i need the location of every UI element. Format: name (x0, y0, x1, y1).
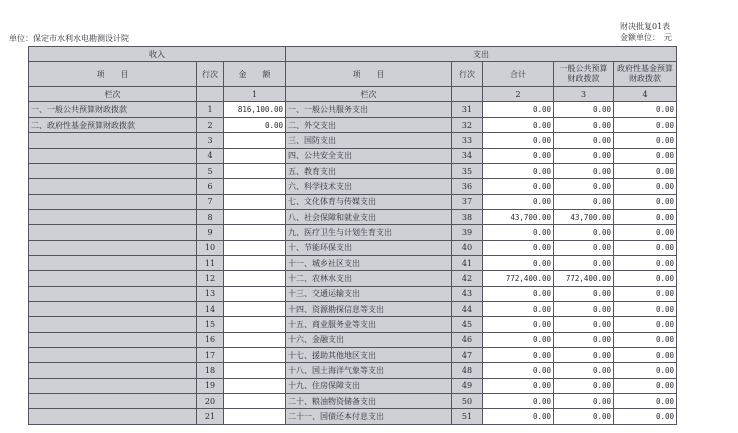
general-budget-cell: 43,700.00 (554, 209, 614, 224)
expense-total-cell: 0.00 (483, 240, 554, 255)
income-item-cell (29, 179, 197, 194)
table-row (29, 225, 677, 240)
expense-total-cell: 0.00 (483, 133, 554, 148)
general-budget-cell: 0.00 (554, 409, 614, 425)
income-rowno-cell: 11 (197, 255, 224, 270)
income-item-cell: 二、政府性基金预算财政拨款 (29, 117, 197, 132)
expense-rowno-cell: 46 (452, 332, 483, 347)
col-index-1: 1 (224, 87, 286, 102)
income-amount-cell (224, 363, 286, 378)
income-amount-cell (224, 148, 286, 163)
income-item-cell (29, 209, 197, 224)
expense-rowno-cell: 33 (452, 133, 483, 148)
general-budget-cell: 0.00 (554, 394, 614, 409)
table-row (29, 347, 677, 362)
income-amount-cell (224, 409, 286, 425)
expense-total-cell: 0.00 (483, 332, 554, 347)
table-row (29, 179, 677, 194)
expense-total-cell: 0.00 (483, 255, 554, 270)
table-row (29, 209, 677, 224)
expense-item-cell: 三、国防支出 (286, 133, 452, 148)
income-item-cell (29, 271, 197, 286)
expense-total-cell: 0.00 (483, 378, 554, 393)
expense-item-cell: 二十、粮油物资储备支出 (286, 394, 452, 409)
expense-rowno-cell: 34 (452, 148, 483, 163)
general-budget-cell: 0.00 (554, 163, 614, 178)
table-row (29, 117, 677, 132)
expense-total-cell: 0.00 (483, 409, 554, 425)
expense-rowno-cell: 45 (452, 317, 483, 332)
expense-item-cell: 十、节能环保支出 (286, 240, 452, 255)
income-rowno-cell: 19 (197, 378, 224, 393)
expense-item-cell: 十一、城乡社区支出 (286, 255, 452, 270)
amount-unit: 金额单位： 元 (620, 33, 672, 42)
income-amount-cell (224, 255, 286, 270)
gov-fund-cell: 0.00 (614, 378, 677, 393)
gov-fund-cell: 0.00 (614, 225, 677, 240)
table-row (29, 255, 677, 270)
income-amount-cell (224, 225, 286, 240)
expense-item-cell: 二十一、国债还本付息支出 (286, 409, 452, 425)
income-rowno-cell: 8 (197, 209, 224, 224)
income-rowno-cell: 20 (197, 394, 224, 409)
income-rowno-cell: 9 (197, 225, 224, 240)
income-item-header: 项 目 (29, 62, 197, 87)
expense-item-cell: 九、医疗卫生与计划生育支出 (286, 225, 452, 240)
general-budget-header: 一般公共预算财政拨款 (554, 62, 614, 87)
income-amount-cell (224, 347, 286, 362)
expense-item-cell: 十六、金融支出 (286, 332, 452, 347)
income-item-cell (29, 347, 197, 362)
table-row (29, 363, 677, 378)
general-budget-cell: 772,400.00 (554, 271, 614, 286)
income-rowno-cell: 2 (197, 117, 224, 132)
expense-total-cell: 0.00 (483, 148, 554, 163)
gov-fund-cell: 0.00 (614, 286, 677, 301)
gov-fund-cell: 0.00 (614, 317, 677, 332)
expense-item-cell: 十四、资源勘探信息等支出 (286, 301, 452, 316)
column-index-row (29, 87, 677, 102)
gov-fund-cell: 0.00 (614, 409, 677, 425)
income-rowno-cell: 10 (197, 240, 224, 255)
expense-rowno-cell: 49 (452, 378, 483, 393)
general-budget-cell: 0.00 (554, 301, 614, 316)
gov-fund-cell: 0.00 (614, 271, 677, 286)
expense-rowno-cell: 50 (452, 394, 483, 409)
table-row (29, 394, 677, 409)
expense-total-cell: 43,700.00 (483, 209, 554, 224)
general-budget-cell: 0.00 (554, 148, 614, 163)
income-amount-cell (224, 394, 286, 409)
expense-item-cell: 一、一般公共服务支出 (286, 102, 452, 117)
table-row (29, 102, 677, 117)
expense-rowno-cell: 37 (452, 194, 483, 209)
expense-rowno-cell: 41 (452, 255, 483, 270)
expense-item-cell: 八、社会保障和就业支出 (286, 209, 452, 224)
income-amount-cell (224, 194, 286, 209)
expense-item-header: 项 目 (286, 62, 452, 87)
expense-total-cell: 0.00 (483, 394, 554, 409)
col-index-empty-2 (452, 87, 483, 102)
expense-item-cell: 六、科学技术支出 (286, 179, 452, 194)
income-item-cell (29, 317, 197, 332)
expense-item-cell: 四、公共安全支出 (286, 148, 452, 163)
income-amount-cell: 816,100.00 (224, 102, 286, 117)
expense-total-cell: 0.00 (483, 194, 554, 209)
col-index-3: 3 (554, 87, 614, 102)
income-item-cell (29, 163, 197, 178)
gov-fund-cell: 0.00 (614, 347, 677, 362)
table-row (29, 317, 677, 332)
income-rowno-cell: 14 (197, 301, 224, 316)
income-amount-cell (224, 317, 286, 332)
expense-rowno-cell: 44 (452, 301, 483, 316)
income-item-cell (29, 194, 197, 209)
table-row (29, 163, 677, 178)
form-code: 财决批复01表 (620, 22, 671, 31)
gov-fund-cell: 0.00 (614, 163, 677, 178)
income-header: 收入 (29, 47, 286, 62)
gov-fund-cell: 0.00 (614, 332, 677, 347)
income-amount-cell (224, 286, 286, 301)
income-rowno-cell: 6 (197, 179, 224, 194)
income-item-cell (29, 225, 197, 240)
gov-fund-cell: 0.00 (614, 394, 677, 409)
expense-total-cell: 0.00 (483, 286, 554, 301)
expense-item-cell: 七、文化体育与传媒支出 (286, 194, 452, 209)
expense-rowno-cell: 48 (452, 363, 483, 378)
expense-total-cell: 0.00 (483, 117, 554, 132)
gov-fund-cell: 0.00 (614, 179, 677, 194)
table-row (29, 378, 677, 393)
general-budget-cell: 0.00 (554, 363, 614, 378)
income-rowno-cell: 1 (197, 102, 224, 117)
income-item-cell (29, 332, 197, 347)
income-item-cell: 一、一般公共预算财政拨款 (29, 102, 197, 117)
expense-item-cell: 十八、国土海洋气象等支出 (286, 363, 452, 378)
income-rowno-cell: 5 (197, 163, 224, 178)
expense-total-cell: 0.00 (483, 347, 554, 362)
income-amount-cell (224, 271, 286, 286)
expense-total-cell: 0.00 (483, 301, 554, 316)
gov-fund-cell: 0.00 (614, 148, 677, 163)
income-amount-cell (224, 209, 286, 224)
expense-total-cell: 0.00 (483, 179, 554, 194)
expense-total-cell: 0.00 (483, 163, 554, 178)
income-rowno-cell: 16 (197, 332, 224, 347)
income-item-cell (29, 363, 197, 378)
gov-fund-cell: 0.00 (614, 255, 677, 270)
gov-fund-cell: 0.00 (614, 209, 677, 224)
general-budget-cell: 0.00 (554, 225, 614, 240)
general-budget-cell: 0.00 (554, 133, 614, 148)
general-budget-cell: 0.00 (554, 102, 614, 117)
income-amount-header: 金 额 (224, 62, 286, 87)
expense-rowno-cell: 39 (452, 225, 483, 240)
table-row (29, 148, 677, 163)
expense-item-cell: 二、外交支出 (286, 117, 452, 132)
expense-rowno-cell: 51 (452, 409, 483, 425)
expense-total-cell: 0.00 (483, 102, 554, 117)
income-rowno-cell: 15 (197, 317, 224, 332)
gov-fund-header: 政府性基金预算财政拨款 (614, 62, 677, 87)
income-amount-cell (224, 301, 286, 316)
expense-item-cell: 十七、援助其他地区支出 (286, 347, 452, 362)
general-budget-cell: 0.00 (554, 179, 614, 194)
expense-rowno-cell: 43 (452, 286, 483, 301)
expense-rowno-cell: 31 (452, 102, 483, 117)
budget-table (28, 46, 677, 425)
expense-item-cell: 十二、农林水支出 (286, 271, 452, 286)
income-item-cell (29, 301, 197, 316)
gov-fund-cell: 0.00 (614, 363, 677, 378)
expense-rowno-header: 行次 (452, 62, 483, 87)
income-rowno-cell: 18 (197, 363, 224, 378)
general-budget-cell: 0.00 (554, 317, 614, 332)
income-rowno-cell: 13 (197, 286, 224, 301)
expense-total-cell: 0.00 (483, 363, 554, 378)
form-header-right (620, 21, 672, 43)
income-item-cell (29, 394, 197, 409)
expense-item-cell: 十三、交通运输支出 (286, 286, 452, 301)
col-index-4: 4 (614, 87, 677, 102)
gov-fund-cell: 0.00 (614, 117, 677, 132)
table-row (29, 301, 677, 316)
gov-fund-cell: 0.00 (614, 301, 677, 316)
income-rowno-cell: 12 (197, 271, 224, 286)
col-label-expense: 栏次 (286, 87, 452, 102)
expense-rowno-cell: 35 (452, 163, 483, 178)
income-rowno-cell: 4 (197, 148, 224, 163)
income-rowno-cell: 7 (197, 194, 224, 209)
table-row (29, 240, 677, 255)
expense-rowno-cell: 42 (452, 271, 483, 286)
expense-total-cell: 772,400.00 (483, 271, 554, 286)
income-amount-cell (224, 163, 286, 178)
income-item-cell (29, 148, 197, 163)
expense-item-cell: 五、教育支出 (286, 163, 452, 178)
income-rowno-cell: 17 (197, 347, 224, 362)
general-budget-cell: 0.00 (554, 194, 614, 209)
general-budget-cell: 0.00 (554, 332, 614, 347)
income-amount-cell (224, 133, 286, 148)
general-budget-cell: 0.00 (554, 255, 614, 270)
income-item-cell (29, 409, 197, 425)
income-rowno-cell: 3 (197, 133, 224, 148)
expense-item-cell: 十五、商业服务业等支出 (286, 317, 452, 332)
expense-total-cell: 0.00 (483, 317, 554, 332)
general-budget-cell: 0.00 (554, 117, 614, 132)
expense-rowno-cell: 47 (452, 347, 483, 362)
income-amount-cell (224, 378, 286, 393)
income-item-cell (29, 378, 197, 393)
expense-total-cell: 0.00 (483, 225, 554, 240)
income-item-cell (29, 286, 197, 301)
expense-total-header: 合计 (483, 62, 554, 87)
income-rowno-cell: 21 (197, 409, 224, 425)
income-rowno-header: 行次 (197, 62, 224, 87)
table-row (29, 133, 677, 148)
general-budget-cell: 0.00 (554, 347, 614, 362)
column-header-row (29, 62, 677, 87)
income-item-cell (29, 255, 197, 270)
gov-fund-cell: 0.00 (614, 102, 677, 117)
expense-rowno-cell: 36 (452, 179, 483, 194)
income-amount-cell: 0.00 (224, 117, 286, 132)
income-item-cell (29, 240, 197, 255)
income-amount-cell (224, 332, 286, 347)
col-label: 栏次 (29, 87, 197, 102)
general-budget-cell: 0.00 (554, 378, 614, 393)
income-amount-cell (224, 179, 286, 194)
income-amount-cell (224, 240, 286, 255)
gov-fund-cell: 0.00 (614, 133, 677, 148)
col-index-empty (197, 87, 224, 102)
table-row (29, 194, 677, 209)
col-index-2: 2 (483, 87, 554, 102)
expense-rowno-cell: 40 (452, 240, 483, 255)
gov-fund-cell: 0.00 (614, 240, 677, 255)
table-row (29, 286, 677, 301)
expense-rowno-cell: 38 (452, 209, 483, 224)
table-row (29, 332, 677, 347)
table-row (29, 271, 677, 286)
general-budget-cell: 0.00 (554, 286, 614, 301)
expense-item-cell: 十九、住房保障支出 (286, 378, 452, 393)
table-row (29, 409, 677, 425)
expense-header: 支出 (286, 47, 677, 62)
section-header-row (29, 47, 677, 62)
expense-rowno-cell: 32 (452, 117, 483, 132)
income-item-cell (29, 133, 197, 148)
general-budget-cell: 0.00 (554, 240, 614, 255)
gov-fund-cell: 0.00 (614, 194, 677, 209)
unit-label: 单位：保定市水利水电勘测设计院 (9, 34, 129, 43)
